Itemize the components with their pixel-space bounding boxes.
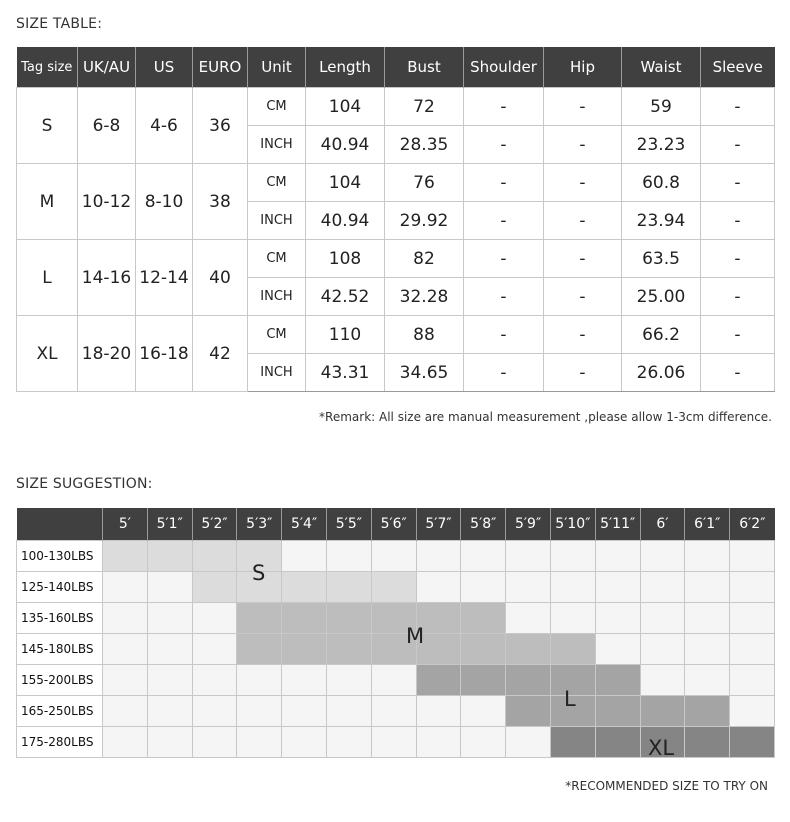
hip-cell: -	[544, 240, 622, 278]
weight-label: 165-250LBS	[17, 696, 103, 727]
grid-cell-m	[237, 603, 282, 634]
uk-size-cell: 6-8	[78, 88, 136, 164]
grid-cell-empty	[461, 572, 506, 603]
grid-cell-empty	[103, 572, 148, 603]
weight-row	[17, 665, 775, 696]
weight-label: 125-140LBS	[17, 572, 103, 603]
grid-cell-empty	[371, 665, 416, 696]
grid-cell-empty	[103, 634, 148, 665]
grid-cell-empty	[282, 665, 327, 696]
grid-cell-m	[461, 603, 506, 634]
grid-cell-empty	[685, 603, 730, 634]
length-cell: 110	[306, 316, 385, 354]
shoulder-cell: -	[464, 202, 544, 240]
grid-cell-empty	[461, 696, 506, 727]
grid-cell-empty	[730, 572, 775, 603]
weight-row	[17, 603, 775, 634]
us-size-cell: 16-18	[136, 316, 193, 392]
weight-row	[17, 696, 775, 727]
hip-cell: -	[544, 88, 622, 126]
size-table-header-row	[17, 47, 775, 88]
grid-cell-empty	[685, 665, 730, 696]
sleeve-cell: -	[701, 354, 775, 392]
grid-cell-empty	[640, 541, 685, 572]
length-cell: 40.94	[306, 126, 385, 164]
column-header: Length	[306, 47, 385, 88]
hip-cell: -	[544, 202, 622, 240]
corner-cell	[17, 508, 103, 541]
column-header: Waist	[622, 47, 701, 88]
waist-cell: 60.8	[622, 164, 701, 202]
us-size-cell: 12-14	[136, 240, 193, 316]
grid-cell-empty	[640, 572, 685, 603]
grid-cell-empty	[550, 541, 595, 572]
size-suggestion-grid	[16, 508, 775, 758]
sleeve-cell: -	[701, 202, 775, 240]
hip-cell: -	[544, 126, 622, 164]
grid-cell-empty	[147, 603, 192, 634]
weight-label: 175-280LBS	[17, 727, 103, 758]
grid-cell-s	[103, 541, 148, 572]
length-cell: 104	[306, 164, 385, 202]
grid-cell-empty	[147, 696, 192, 727]
shoulder-cell: -	[464, 88, 544, 126]
column-header: UK/AU	[78, 47, 136, 88]
grid-cell-l	[595, 665, 640, 696]
weight-row	[17, 541, 775, 572]
grid-cell-empty	[595, 603, 640, 634]
grid-cell-empty	[595, 541, 640, 572]
grid-cell-s	[192, 572, 237, 603]
height-header: 6′1″	[685, 508, 730, 541]
grid-cell-xl	[730, 727, 775, 758]
region-label-m: M	[406, 624, 425, 648]
size-table-remark: *Remark: All size are manual measurement ,please allow 1-3cm difference.	[319, 410, 772, 424]
grid-cell-empty	[192, 696, 237, 727]
grid-cell-empty	[371, 696, 416, 727]
grid-cell-empty	[192, 634, 237, 665]
tag-size-cell: M	[17, 164, 78, 240]
column-header: Tag size	[17, 47, 78, 88]
grid-cell-l	[461, 665, 506, 696]
weight-row	[17, 572, 775, 603]
weight-label: 135-160LBS	[17, 603, 103, 634]
waist-cell: 63.5	[622, 240, 701, 278]
grid-cell-empty	[506, 572, 551, 603]
grid-cell-s	[371, 572, 416, 603]
height-header: 5′2″	[192, 508, 237, 541]
bust-cell: 28.35	[385, 126, 464, 164]
grid-cell-empty	[730, 541, 775, 572]
unit-cell: INCH	[248, 202, 306, 240]
height-header: 6′	[640, 508, 685, 541]
grid-cell-xl	[685, 727, 730, 758]
height-header: 5′6″	[371, 508, 416, 541]
shoulder-cell: -	[464, 278, 544, 316]
column-header: Shoulder	[464, 47, 544, 88]
grid-cell-empty	[192, 727, 237, 758]
grid-cell-empty	[640, 665, 685, 696]
waist-cell: 25.00	[622, 278, 701, 316]
sleeve-cell: -	[701, 164, 775, 202]
grid-cell-l	[595, 696, 640, 727]
grid-cell-empty	[550, 572, 595, 603]
sleeve-cell: -	[701, 278, 775, 316]
column-header: Sleeve	[701, 47, 775, 88]
grid-cell-empty	[237, 665, 282, 696]
unit-cell: INCH	[248, 354, 306, 392]
sleeve-cell: -	[701, 88, 775, 126]
length-cell: 104	[306, 88, 385, 126]
grid-cell-s	[147, 541, 192, 572]
height-header: 5′5″	[326, 508, 371, 541]
grid-cell-empty	[192, 603, 237, 634]
size-suggestion-title: SIZE SUGGESTION:	[16, 476, 153, 492]
grid-cell-empty	[416, 727, 461, 758]
grid-cell-empty	[326, 665, 371, 696]
height-header: 5′	[103, 508, 148, 541]
shoulder-cell: -	[464, 240, 544, 278]
height-header: 5′8″	[461, 508, 506, 541]
euro-size-cell: 40	[193, 240, 248, 316]
sleeve-cell: -	[701, 126, 775, 164]
grid-cell-l	[685, 696, 730, 727]
height-header: 5′10″	[550, 508, 595, 541]
grid-cell-empty	[595, 572, 640, 603]
region-label-xl: XL	[648, 736, 675, 760]
grid-cell-empty	[103, 603, 148, 634]
weight-label: 155-200LBS	[17, 665, 103, 696]
grid-cell-empty	[326, 696, 371, 727]
bust-cell: 88	[385, 316, 464, 354]
grid-cell-s	[326, 572, 371, 603]
grid-cell-l	[506, 696, 551, 727]
euro-size-cell: 36	[193, 88, 248, 164]
grid-cell-m	[282, 603, 327, 634]
grid-cell-empty	[640, 603, 685, 634]
grid-cell-xl	[595, 727, 640, 758]
grid-cell-empty	[685, 634, 730, 665]
region-label-l: L	[564, 687, 576, 711]
sleeve-cell: -	[701, 240, 775, 278]
grid-cell-empty	[147, 727, 192, 758]
grid-cell-empty	[506, 727, 551, 758]
grid-cell-empty	[147, 665, 192, 696]
grid-cell-empty	[416, 696, 461, 727]
table-row	[17, 164, 775, 202]
grid-cell-empty	[371, 727, 416, 758]
size-table-title: SIZE TABLE:	[16, 16, 103, 32]
column-header: Bust	[385, 47, 464, 88]
region-label-s: S	[252, 561, 266, 585]
bust-cell: 29.92	[385, 202, 464, 240]
height-header: 5′7″	[416, 508, 461, 541]
shoulder-cell: -	[464, 126, 544, 164]
grid-cell-empty	[371, 541, 416, 572]
grid-cell-empty	[416, 541, 461, 572]
hip-cell: -	[544, 164, 622, 202]
weight-label: 100-130LBS	[17, 541, 103, 572]
unit-cell: INCH	[248, 278, 306, 316]
height-header: 5′4″	[282, 508, 327, 541]
bust-cell: 34.65	[385, 354, 464, 392]
unit-cell: CM	[248, 316, 306, 354]
grid-cell-empty	[147, 634, 192, 665]
waist-cell: 59	[622, 88, 701, 126]
height-header: 5′9″	[506, 508, 551, 541]
length-cell: 43.31	[306, 354, 385, 392]
recommendation-footnote: *RECOMMENDED SIZE TO TRY ON	[565, 779, 768, 793]
grid-cell-m	[550, 634, 595, 665]
column-header: EURO	[193, 47, 248, 88]
grid-cell-empty	[103, 665, 148, 696]
euro-size-cell: 42	[193, 316, 248, 392]
grid-cell-empty	[730, 603, 775, 634]
grid-cell-empty	[730, 634, 775, 665]
shoulder-cell: -	[464, 354, 544, 392]
length-cell: 42.52	[306, 278, 385, 316]
table-row	[17, 316, 775, 354]
grid-cell-empty	[192, 665, 237, 696]
waist-cell: 23.23	[622, 126, 701, 164]
grid-cell-l	[640, 696, 685, 727]
height-header-row	[17, 508, 775, 541]
hip-cell: -	[544, 354, 622, 392]
sleeve-cell: -	[701, 316, 775, 354]
grid-cell-m	[282, 634, 327, 665]
grid-cell-empty	[461, 727, 506, 758]
weight-label: 145-180LBS	[17, 634, 103, 665]
grid-cell-empty	[282, 727, 327, 758]
grid-cell-xl	[550, 727, 595, 758]
grid-cell-empty	[147, 572, 192, 603]
grid-cell-m	[506, 634, 551, 665]
tag-size-cell: L	[17, 240, 78, 316]
grid-cell-empty	[685, 572, 730, 603]
uk-size-cell: 18-20	[78, 316, 136, 392]
column-header: Hip	[544, 47, 622, 88]
hip-cell: -	[544, 316, 622, 354]
grid-cell-empty	[326, 727, 371, 758]
bust-cell: 82	[385, 240, 464, 278]
length-cell: 108	[306, 240, 385, 278]
grid-cell-empty	[595, 634, 640, 665]
bust-cell: 72	[385, 88, 464, 126]
grid-cell-empty	[506, 603, 551, 634]
unit-cell: CM	[248, 88, 306, 126]
grid-cell-s	[282, 572, 327, 603]
height-header: 5′11″	[595, 508, 640, 541]
height-header: 5′3″	[237, 508, 282, 541]
column-header: Unit	[248, 47, 306, 88]
grid-cell-empty	[237, 696, 282, 727]
table-row	[17, 240, 775, 278]
grid-cell-empty	[416, 572, 461, 603]
shoulder-cell: -	[464, 164, 544, 202]
bust-cell: 32.28	[385, 278, 464, 316]
grid-cell-empty	[103, 696, 148, 727]
euro-size-cell: 38	[193, 164, 248, 240]
us-size-cell: 8-10	[136, 164, 193, 240]
shoulder-cell: -	[464, 316, 544, 354]
hip-cell: -	[544, 278, 622, 316]
length-cell: 40.94	[306, 202, 385, 240]
grid-cell-empty	[685, 541, 730, 572]
unit-cell: CM	[248, 240, 306, 278]
grid-cell-m	[461, 634, 506, 665]
grid-cell-empty	[282, 696, 327, 727]
grid-cell-empty	[730, 696, 775, 727]
tag-size-cell: XL	[17, 316, 78, 392]
grid-cell-m	[326, 603, 371, 634]
grid-cell-empty	[103, 727, 148, 758]
bust-cell: 76	[385, 164, 464, 202]
uk-size-cell: 14-16	[78, 240, 136, 316]
waist-cell: 66.2	[622, 316, 701, 354]
uk-size-cell: 10-12	[78, 164, 136, 240]
grid-cell-l	[416, 665, 461, 696]
grid-cell-empty	[550, 603, 595, 634]
grid-cell-empty	[506, 541, 551, 572]
waist-cell: 26.06	[622, 354, 701, 392]
grid-cell-empty	[282, 541, 327, 572]
table-row	[17, 88, 775, 126]
grid-cell-s	[192, 541, 237, 572]
grid-cell-m	[326, 634, 371, 665]
column-header: US	[136, 47, 193, 88]
unit-cell: INCH	[248, 126, 306, 164]
grid-cell-empty	[237, 727, 282, 758]
unit-cell: CM	[248, 164, 306, 202]
grid-cell-empty	[461, 541, 506, 572]
grid-cell-empty	[730, 665, 775, 696]
height-header: 5′1″	[147, 508, 192, 541]
grid-cell-empty	[326, 541, 371, 572]
grid-cell-l	[506, 665, 551, 696]
height-header: 6′2″	[730, 508, 775, 541]
size-table	[16, 47, 775, 392]
weight-row	[17, 634, 775, 665]
grid-cell-m	[237, 634, 282, 665]
waist-cell: 23.94	[622, 202, 701, 240]
us-size-cell: 4-6	[136, 88, 193, 164]
tag-size-cell: S	[17, 88, 78, 164]
grid-cell-empty	[640, 634, 685, 665]
